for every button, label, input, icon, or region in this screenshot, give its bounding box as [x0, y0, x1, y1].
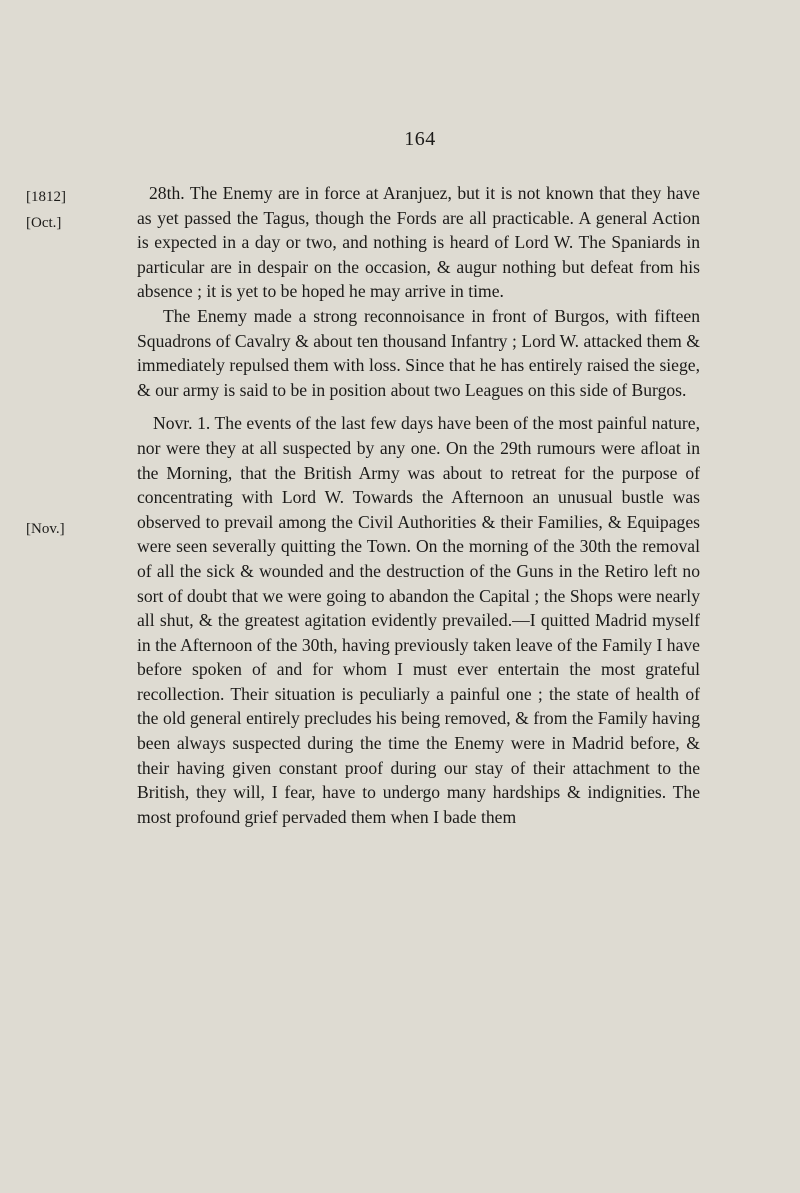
body-text	[137, 181, 700, 829]
margin-note-date	[26, 184, 66, 236]
paragraph-oct-28: 28th. The Enemy are in force at Aranjuez, but it is not known that they have as yet passed the Tagus, though the Fords are all practicable. A general Action is expected in a day or two, and nothing is heard of Lord W. The Spaniards in particular are in despair on the occasion, & augur nothing but defeat from his absence ; it is yet to be hoped he may arrive in time.	[137, 183, 700, 302]
page-number: 164	[404, 128, 436, 150]
margin-note-month-oct: [Oct.]	[26, 215, 62, 231]
paragraph-nov-1: Novr. 1. The events of the last few days have been of the most painful nature, nor were they at all suspected by any one. On the 29th rumours were afloat in the Morning, that the British Army was about to retreat for the purpose of concentrating with Lord W. Towards the Afternoon an unusual bustle was observed to prevail among the Civil Authorities & their Families, & Equipages were seen severally quitting the Town. On the morning of the 30th the removal of all the sick & wounded and the destruction of the Guns in the Retiro left no sort of doubt that we were going to abandon the Capital ; the Shops were nearly all shut, & the greatest agitation evidently prevailed.—I quitted Madrid myself in the Afternoon of the 30th, having previously taken leave of the Family I have before spoken of and for whom I must ever entertain the most grateful recollection. Their situation is peculiarly a painful one ; the state of health of the old general entirely precludes his being removed, & from the Family having been always suspected during the time the Enemy were in Madrid before, & their having given constant proof during our stay of their attachment to the British, they will, I fear, have to undergo many hardships & indignities. The most profound grief pervaded them when I bade them	[137, 413, 700, 827]
margin-note-nov-label: [Nov.]	[26, 521, 65, 537]
margin-note-year: [1812]	[26, 189, 66, 205]
margin-note-month-nov	[26, 516, 65, 542]
paragraph-burgos: The Enemy made a strong reconnoisance in front of Burgos, with fifteen Squadrons of Cavalry & about ten thousand Infantry ; Lord W. attacked them & immediately repulsed them with loss. Since that he has entirely raised the siege, & our army is said to be in position about two Leagues on this side of Burgos.	[137, 305, 700, 400]
